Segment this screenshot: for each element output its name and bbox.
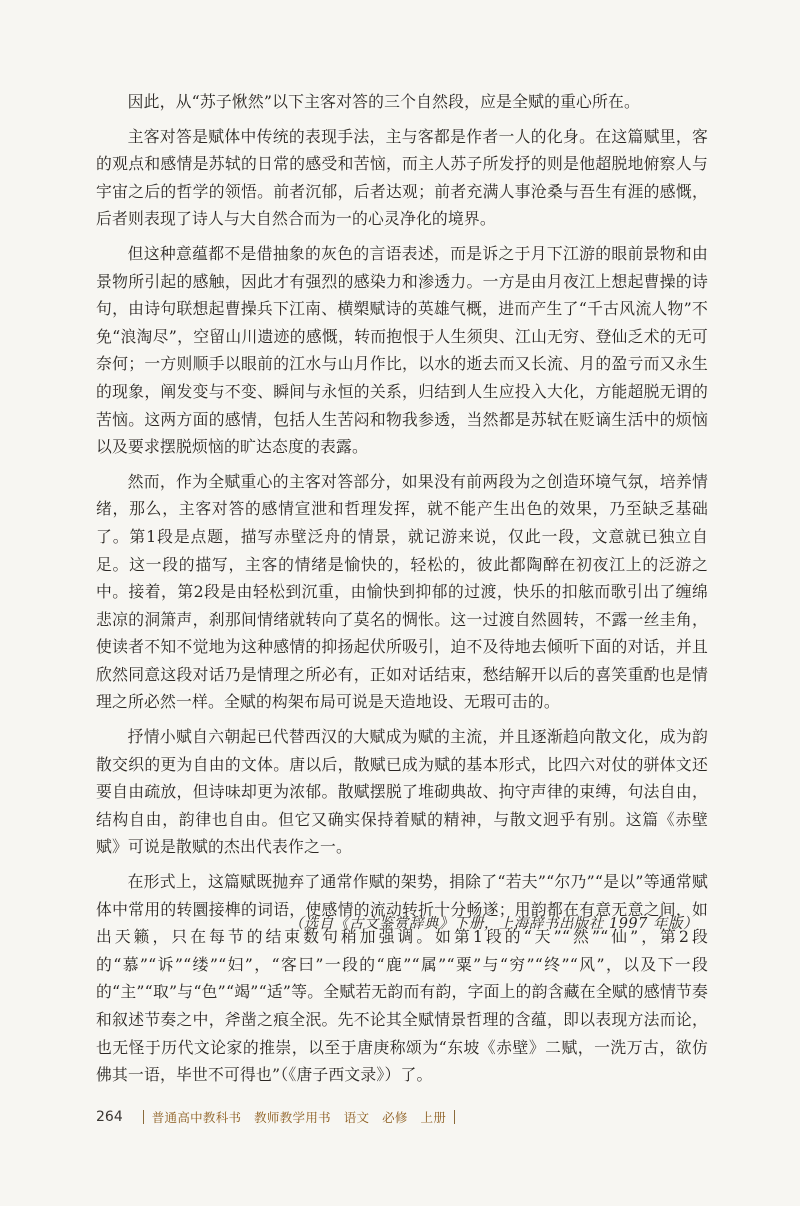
- source-citation: （选自《古文鉴赏辞典》下册，上海辞书出版社 1997 年版）: [288, 916, 698, 932]
- paragraph-2: 主客对答是赋体中传统的表现手法，主与客都是作者一人的化身。在这篇赋里，客的观点和感情是苏轼的日常的感受和苦恼，而主人苏子所发抒的则是他超脱地俯察人与宇宙之后的哲学的领悟。前者沉郁，后者达观；前者充满人事沧桑与吾生有涯的感慨，后者则表现了诗人与大自然合而为一的心灵净化的境界。: [96, 126, 708, 229]
- paragraph-6: 在形式上，这篇赋既抛弃了通常作赋的架势，捐除了“若夫”“尔乃”“是以”等通常赋体中常用的转圜接榫的词语，使感情的流动转折十分畅遂；用韵都在有意无意之间，如出天籁，只在每节的结束数句稍加强调。如第1段的“天”“然”“仙”，第2段的“慕”“诉”“缕”“妇”，“客曰”一段的“鹿”“属”“粟”与“穷”“终”“风”，以及下一段的“主”“取”与“色”“竭”“适”等。全赋若无韵而有韵，字面上的韵含藏在全赋的感情节奏和叙述节奏之中，斧凿之痕全泯。先不论其全赋情景哲理的含蕴，即以表现方法而论，也无怪于历代文论家的推崇，以至于唐庚称颂为“东坡《赤壁》二赋，一洗万古，欲仿佛其一语，毕世不可得也”（《唐子西文录》）了。: [96, 872, 708, 1085]
- footer-divider-right: [454, 1110, 455, 1124]
- page-footer: [96, 1108, 463, 1126]
- paragraph-5: 抒情小赋自六朝起已代替西汉的大赋成为赋的主流，并且逐渐趋向散文化，成为韵散交织的更为自由的文体。唐以后，散赋已成为赋的基本形式，比四六对仗的骈体文还要自由疏放，但诗味却更为浓郁。散赋摆脱了堆砌典故、拘守声律的束缚，句法自由，结构自由，韵律也自由。但它又确实保持着赋的精神，与散文迥乎有别。这篇《赤壁赋》可说是散赋的杰出代表作之一。: [96, 727, 708, 857]
- paragraph-4: 然而，作为全赋重心的主客对答部分，如果没有前两段为之创造环境气氛，培养情绪，那么，主客对答的感情宣泄和哲理发挥，就不能产生出色的效果，乃至缺乏基础了。第1段是点题，描写赤壁泛舟的情景，就记游来说，仅此一段，文意就已独立自足。这一段的描写，主客的情绪是愉快的，轻松的，彼此都陶醉在初夜江上的泛游之中。接着，第2段是由轻松到沉重，由愉快到抑郁的过渡，快乐的扣舷而歌引出了缠绵悲凉的洞箫声，刹那间情绪就转向了莫名的惆怅。这一过渡自然圆转，不露一丝圭角，使读者不知不觉地为这种感情的抑扬起伏所吸引，迫不及待地去倾听下面的对话，并且欣然同意这段对话乃是情理之所必有，正如对话结束，愁结解开以后的喜笑重酌也是情理之所必然一样。全赋的构架布局可说是天造地设、无瑕可击的。: [96, 471, 708, 712]
- paragraph-1: 因此，从“苏子愀然”以下主客对答的三个自然段，应是全赋的重心所在。: [127, 92, 641, 111]
- footer-divider-left: [143, 1110, 144, 1124]
- body-text: [96, 88, 708, 1096]
- page-number: 264: [96, 1109, 123, 1125]
- book-title: 普通高中教科书 教师教学用书 语文 必修 上册: [151, 1110, 447, 1125]
- paragraph-3: 但这种意蕴都不是借抽象的灰色的言语表述，而是诉之于月下江游的眼前景物和由景物所引起的感触，因此才有强烈的感染力和渗透力。一方是由月夜江上想起曹操的诗句，由诗句联想起曹操兵下江南、横槊赋诗的英雄气概，进而产生了“千古风流人物”不免“浪淘尽”，空留山川遗迹的感慨，转而抱恨于人生须臾、江山无穷、登仙乏术的无可奈何；一方则顺手以眼前的江水与山月作比，以水的逝去而又长流、月的盈亏而又永生的现象，阐发变与不变、瞬间与永恒的关系，归结到人生应投入大化，方能超脱无谓的苦恼。这两方面的感情，包括人生苦闷和物我参透，当然都是苏轼在贬谪生活中的烦恼以及要求摆脱烦恼的旷达态度的表露。: [96, 243, 708, 457]
